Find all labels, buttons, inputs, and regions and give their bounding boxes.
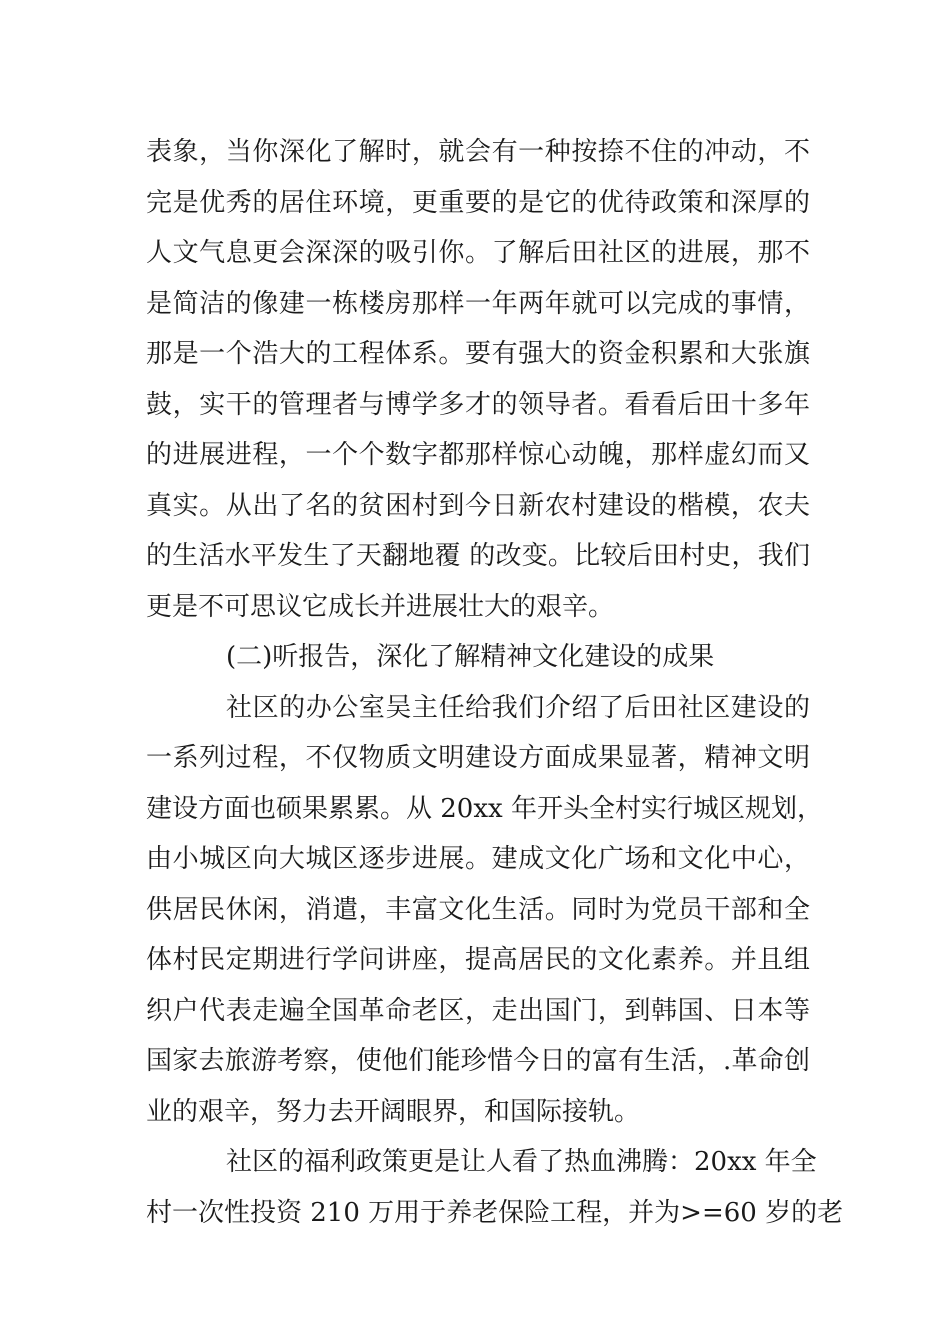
- section-heading: (二)听报告，深化了解精神文化建设的成果: [226, 642, 715, 672]
- paragraph-line: 社区的福利政策更是让人看了热血沸腾：20xx 年全: [226, 1147, 817, 1177]
- paragraph-line: 人文气息更会深深的吸引你。了解后田社区的进展，那不: [146, 238, 810, 268]
- paragraph-line: 由小城区向大城区逐步进展。建成文化广场和文化中心，: [146, 844, 810, 874]
- paragraph-line: 是简洁的像建一栋楼房那样一年两年就可以完成的事情，: [146, 288, 810, 319]
- paragraph-line: 鼓，实干的管理者与博学多才的领导者。看看后田十多年: [146, 389, 810, 420]
- paragraph-line: 的生活水平发生了天翻地覆 的改变。比较后田村史，我们: [146, 541, 810, 571]
- paragraph-line: 体村民定期进行学问讲座，提高居民的文化素养。并且组: [146, 945, 810, 975]
- paragraph-line: 业的艰辛，努力去开阔眼界，和国际接轨。: [146, 1096, 641, 1127]
- paragraph-line: 建设方面也硕果累累。从 20xx 年开头全村实行城区规划，: [146, 793, 823, 824]
- paragraph-line: 表象，当你深化了解时，就会有一种按捺不住的冲动，不: [146, 137, 810, 167]
- document-body: [146, 127, 844, 1238]
- paragraph-line: 村一次性投资 210 万用于养老保险工程，并为>=60 岁的老: [146, 1197, 844, 1228]
- paragraph-line: 一系列过程，不仅物质文明建设方面成果显著，精神文明: [146, 743, 810, 773]
- paragraph-line: 那是一个浩大的工程体系。要有强大的资金积累和大张旗: [146, 339, 810, 369]
- paragraph-line: 的进展进程，一个个数字都那样惊心动魄，那样虚幻而又: [146, 440, 810, 470]
- paragraph-line: 织户代表走遍全国革命老区，走出国门，到韩国、日本等: [146, 995, 810, 1026]
- paragraph-line: 真实。从出了名的贫困村到今日新农村建设的楷模，农夫: [146, 490, 810, 521]
- paragraph-line: 国家去旅游考察，使他们能珍惜今日的富有生活，.革命创: [146, 1046, 810, 1076]
- paragraph-line: 社区的办公室吴主任给我们介绍了后田社区建设的: [226, 692, 810, 723]
- paragraph-line: 完是优秀的居住环境，更重要的是它的优待政策和深厚的: [146, 187, 810, 218]
- paragraph-line: 供居民休闲，消遣，丰富文化生活。同时为党员干部和全: [146, 894, 810, 925]
- paragraph-line: 更是不可思议它成长并进展壮大的艰辛。: [146, 591, 615, 622]
